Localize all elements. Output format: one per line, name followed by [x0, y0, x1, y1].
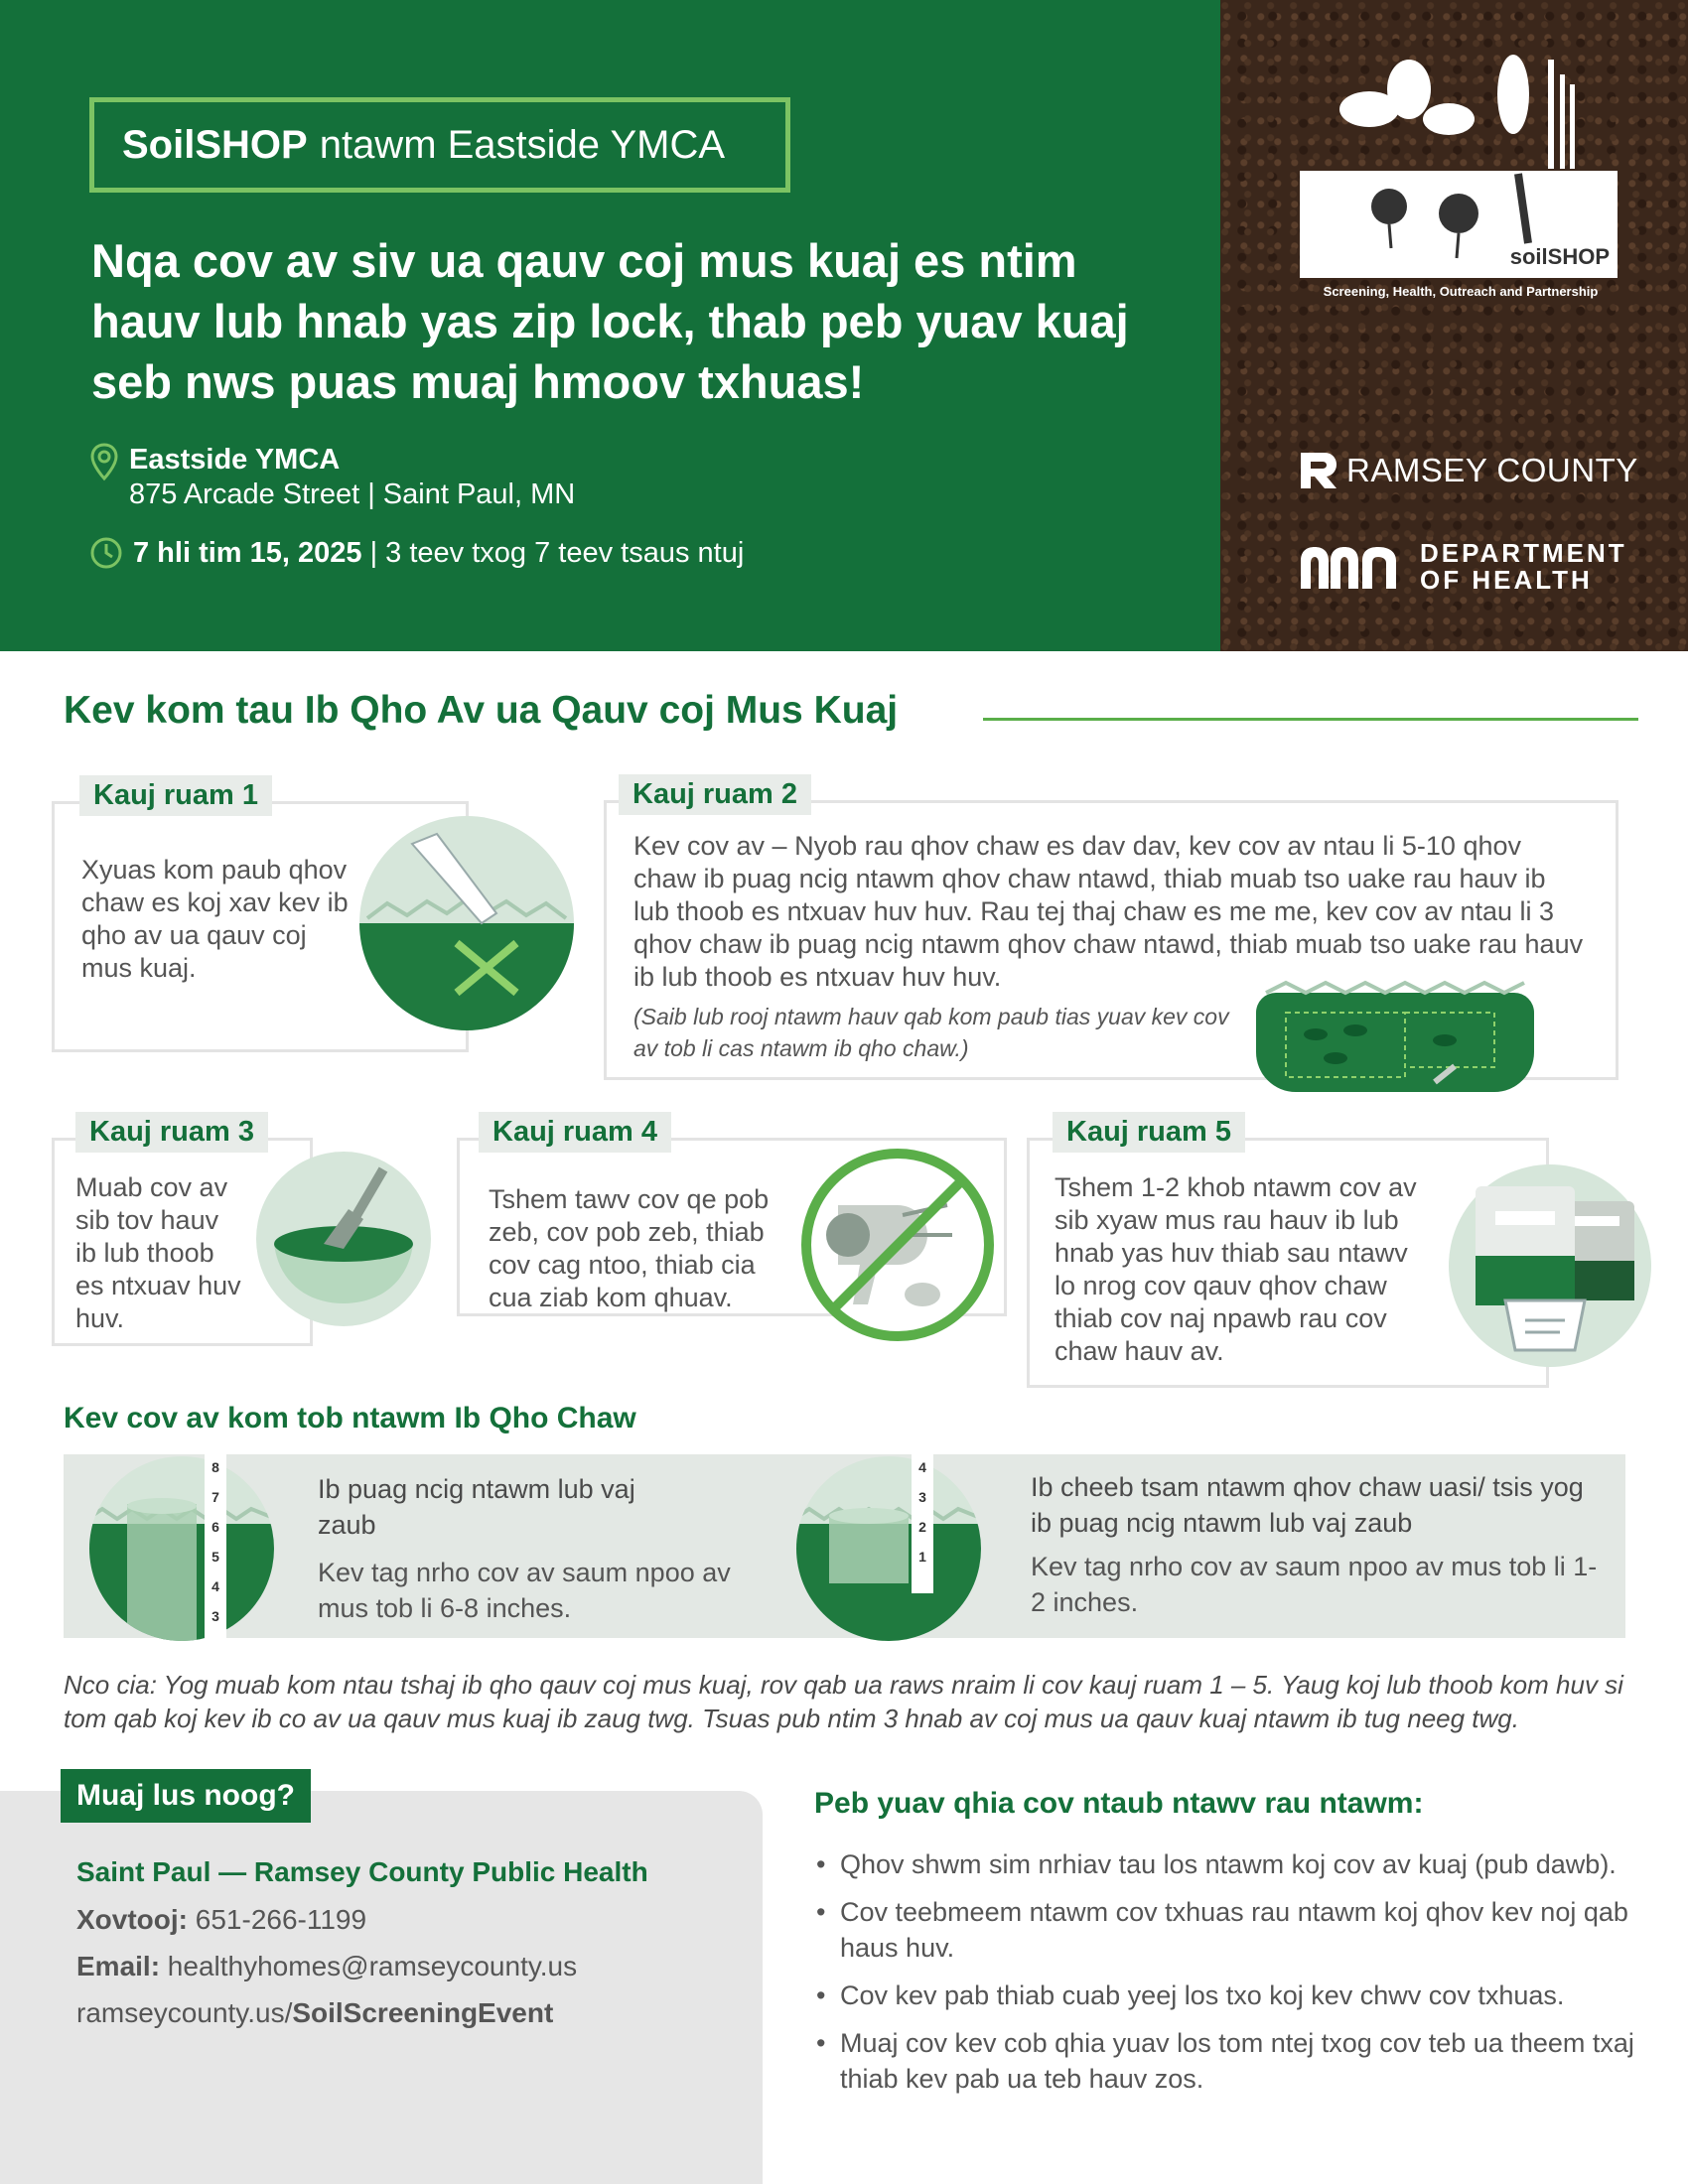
- garden-depth-ruler-icon: [87, 1454, 276, 1643]
- url-path: SoilScreeningEvent: [292, 1997, 554, 2028]
- contact-organization: Saint Paul — Ramsey County Public Health: [76, 1856, 648, 1887]
- event-location: ntawm Eastside YMCA: [319, 122, 726, 167]
- step-5-text: Tshem 1-2 khob ntawm cov av sib xyaw mus rau hauv ib lub hnab yas huv thiab sau ntawv lo nrog cov qauv qhov chaw thiab cov naj npawb rau cov chaw hauv av.: [1055, 1172, 1417, 1366]
- step-2-note: (Saib lub rooj ntawm hauv qab kom paub tias yuav kev cov av tob li cas ntawm ib qho chaw.): [633, 1004, 1229, 1061]
- ramsey-r-icon: [1297, 449, 1340, 492]
- ramsey-county-text: RAMSEY COUNTY: [1346, 452, 1638, 488]
- venue-address: 875 Arcade Street | Saint Paul, MN: [129, 478, 576, 510]
- ruler-mark: 2: [918, 1519, 926, 1535]
- ruler-mark: 7: [211, 1489, 219, 1505]
- yard-depth-title: Ib cheeb tsam ntawm qhov chaw uasi/ tsis yog ib puag ncig ntawm lub vaj zaub: [1031, 1472, 1584, 1538]
- step-3-text: Muab cov av sib tov hauv ib lub thoob es ntxuav huv huv.: [75, 1172, 241, 1333]
- ruler-mark: 8: [211, 1459, 219, 1475]
- garden-depth-title: Ib puag ncig ntawm lub vaj zaub: [318, 1474, 635, 1540]
- reminder-note: Nco cia: Yog muab kom ntau tshaj ib qho qauv coj mus kuaj, rov qab ua raws nraim li cov kauj ruam 1 – 5. Yaug koj lub thoob kom huv si tom qab koj kev ib co av ua qauv mus kuaj ib zaug twg. Tsuas pub ntim 3 hnab av coj mus ua qauv kuaj ntawm ib tug neeg twg.: [64, 1670, 1623, 1733]
- ruler-mark: 3: [918, 1489, 926, 1505]
- plant-illustration-icon: [1300, 50, 1618, 179]
- dig-holes-icon: [1256, 963, 1534, 1092]
- list-item: • Cov teebmeem ntawm cov txhuas rau ntawm koj qhov kev noj qab haus huv.: [814, 1894, 1648, 1966]
- left-ruler-labels: [205, 1452, 226, 1631]
- phone-label: Xovtooj:: [76, 1904, 188, 1935]
- location-pin-icon: [89, 443, 119, 482]
- mn-logo-icon: [1297, 543, 1406, 591]
- ruler-mark: 6: [211, 1519, 219, 1535]
- step-1-text: Xyuas kom paub qhov chaw es koj xav kev ib qho av ua qauv coj mus kuaj.: [81, 855, 349, 983]
- help-title: Peb yuav qhia cov ntaub ntawv rau ntawm:: [814, 1787, 1424, 1820]
- mdh-line1: DEPARTMENT: [1420, 538, 1627, 568]
- event-title-box: [89, 97, 790, 193]
- soilshop-logo: [1300, 50, 1618, 298]
- ruler-mark: 1: [918, 1549, 926, 1565]
- depth-section-title: Kev cov av kom tob ntawm Ib Qho Chaw: [64, 1402, 636, 1434]
- step-4-text: Tshem tawv cov qe pob zeb, cov pob zeb, thiab cov cag ntoo, thiab cia cua ziab kom qhuav.: [489, 1184, 770, 1312]
- step-5-label: Kauj ruam 5: [1053, 1112, 1245, 1153]
- ruler-mark: 4: [211, 1578, 219, 1594]
- steps-section-title: Kev kom tau Ib Qho Av ua Qauv coj Mus Kuaj: [64, 689, 899, 732]
- step-4-label: Kauj ruam 4: [479, 1112, 671, 1153]
- contact-heading: Muaj lus noog?: [61, 1769, 311, 1823]
- mdh-line2: OF HEALTH: [1420, 565, 1593, 595]
- url-prefix: ramseycounty.us/: [76, 1997, 293, 2028]
- event-time-text: | 3 teev txog 7 teev tsaus ntuj: [361, 536, 745, 569]
- logo-tagline: Screening, Health, Outreach and Partnership: [1323, 284, 1599, 299]
- event-date-text: 7 hli tim 15, 2025: [133, 536, 362, 569]
- list-item: • Cov kev pab thiab cuab yeej los txo koj kev chwv cov txhuas.: [814, 1978, 1648, 2013]
- page-headline: Nqa cov av siv ua qauv coj mus kuaj es ntim hauv lub hnab yas zip lock, thab peb yuav kuaj seb nws puas muaj hmoov txhuas!: [91, 234, 1129, 408]
- step-1-label: Kauj ruam 1: [79, 775, 272, 816]
- contact-email: [76, 1951, 577, 1982]
- mixing-bowl-icon: [254, 1150, 433, 1328]
- ruler-mark: 4: [918, 1459, 926, 1475]
- yard-depth-desc: Kev tag nrho cov av saum npoo av mus tob li 1-2 inches.: [1031, 1552, 1598, 1617]
- event-date: [89, 536, 744, 570]
- phone-number[interactable]: 651-266-1199: [188, 1904, 367, 1935]
- venue-info: [89, 443, 575, 512]
- list-item: • Muaj cov kev cob qhia yuav los tom ntej txog cov teb ua theem txaj thiab kev pab ua teb hauv zos.: [814, 2025, 1648, 2097]
- email-label: Email:: [76, 1951, 161, 1981]
- ramsey-county-logo: [1297, 449, 1638, 492]
- ruler-mark: 3: [211, 1608, 219, 1624]
- mdh-logo: [1297, 540, 1627, 594]
- clock-icon: [89, 536, 123, 570]
- right-ruler-labels: [912, 1452, 933, 1571]
- garden-depth-desc: Kev tag nrho cov av saum npoo av mus tob li 6-8 inches.: [318, 1558, 731, 1623]
- venue-name: Eastside YMCA: [129, 444, 341, 476]
- list-item: • Qhov shwm sim nrhiav tau los ntawm koj cov av kuaj (pub dawb).: [814, 1846, 1648, 1882]
- step-2-text: Kev cov av – Nyob rau qhov chaw es dav dav, kev cov av ntau li 5-10 qhov chaw ib puag ncig ntawm qhov chaw ntawd, thiab muab tso uake rau hauv ib lub thoob es ntxuav huv huv. Rau tej thaj chaw es me me, kev cov av ntau li 3 qhov chaw ib puag ncig ntawm qhov chaw ntawd, thiab muab tso uake rau hauv ib lub thoob es ntxuav huv huv.: [633, 831, 1584, 992]
- contact-phone: [76, 1904, 366, 1936]
- sample-bags-icon: [1446, 1161, 1654, 1370]
- contact-website[interactable]: [76, 1997, 553, 2029]
- yard-depth-ruler-icon: [794, 1454, 983, 1643]
- help-list: [814, 1846, 1648, 2109]
- ruler-mark: 5: [211, 1549, 219, 1565]
- email-link[interactable]: healthyhomes@ramseycounty.us: [160, 1951, 578, 1981]
- section-divider: [983, 718, 1638, 721]
- contact-panel: [0, 1791, 763, 2184]
- step-3-label: Kauj ruam 3: [75, 1112, 268, 1153]
- no-hairdryer-icon: [798, 1146, 997, 1344]
- finger-pointing-icon: [357, 814, 576, 1032]
- event-brand: SoilSHOP: [122, 122, 308, 167]
- step-2-label: Kauj ruam 2: [619, 774, 811, 815]
- logo-brand: soilSHOP: [1509, 244, 1610, 269]
